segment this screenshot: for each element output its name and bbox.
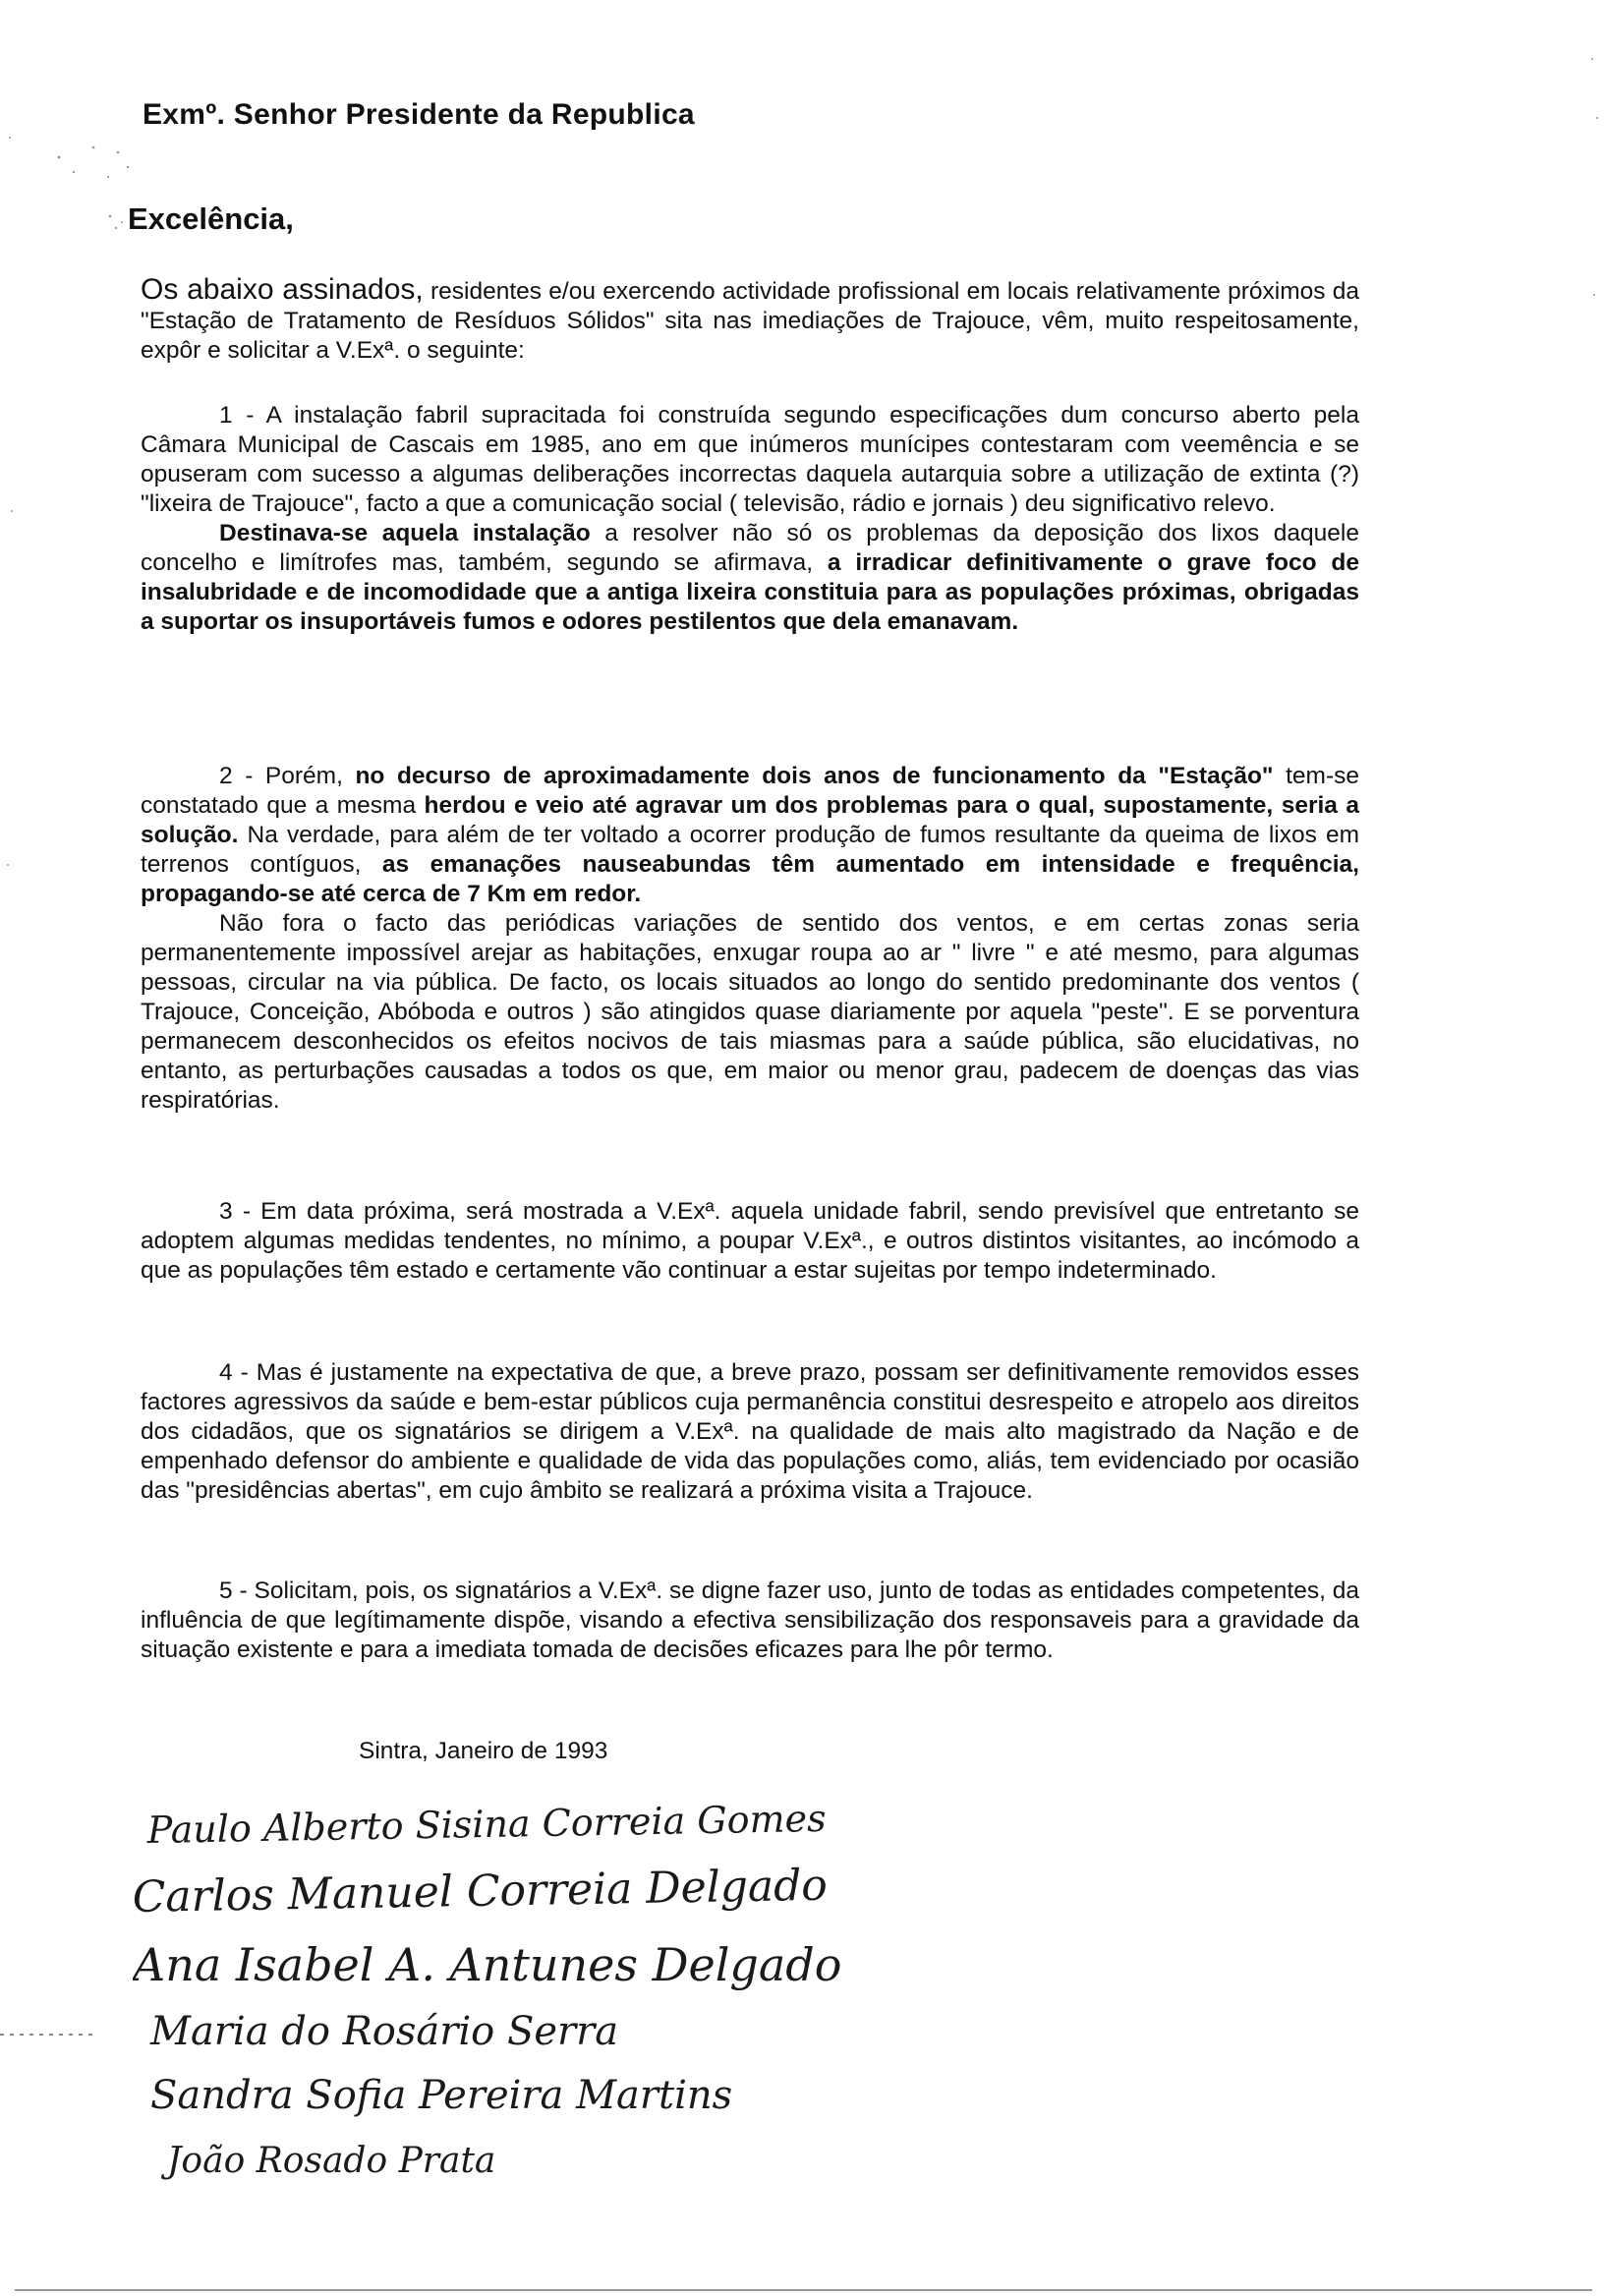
signature-block bbox=[133, 1789, 880, 2202]
paragraph-5-text: 5 - Solicitam, pois, os signatários a V.Exª. se digne fazer uso, junto de todas as entidades competentes, da influência de que legítimamente dispõe, visando a efectiva sensibilização dos responsaveis para a gravidade da situação existente e para a imediata tomada de decisões eficazes para lhe pôr termo. bbox=[141, 1578, 1359, 1663]
paragraph-4-text: 4 - Mas é justamente na expectativa de que, a breve prazo, possam ser definitivamente removidos esses factores agressivos da saúde e bem-estar públicos cuja permanência constitui desrespeito e atropelo aos direitos dos cidadãos, que os signatários se dirigem a V.Exª. na qualidade de mais alto magistrado da Nação e de empenhado defensor do ambiente e qualidade de vida das populações como, aliás, tem evidenciado por ocasião das "presidências abertas", em cujo âmbito se realizará a próxima visita a Trajouce. bbox=[141, 1359, 1359, 1504]
signature-3: Ana Isabel A. Antunes Delgado bbox=[133, 1938, 842, 1991]
p1b-bold-1: Destinava-se aquela instalação bbox=[219, 520, 591, 546]
p2a-plain-1: 2 - Porém, bbox=[219, 763, 356, 789]
paragraph-1 bbox=[141, 401, 1359, 637]
greeting: Excelência, bbox=[128, 201, 294, 236]
paragraph-2a bbox=[141, 762, 1359, 909]
p2a-bold-2: herdou e veio até agravar um dos problemas para o qual, supostamente, seria a solução. bbox=[141, 792, 1360, 848]
intro-paragraph bbox=[141, 275, 1359, 366]
paragraph-1a: 1 - A instalação fabril supracitada foi construída segundo especificações dum concurso aberto pela Câmara Municipal de Cascais em 1985, ano em que inúmeros munícipes contestaram com veemência e se opuseram com sucesso a algumas deliberações incorrectas daquela autarquia sobre a utilização de extinta (?) "lixeira de Trajouce", facto a que a comunicação social ( televisão, rádio e jornais ) deu significativo relevo. bbox=[141, 402, 1359, 517]
paragraph-5 bbox=[141, 1577, 1359, 1665]
salutation: Exmº. Senhor Presidente da Republica bbox=[143, 98, 695, 131]
paragraph-1b bbox=[141, 519, 1359, 637]
p1b-plain: a resolver não só os problemas da deposição dos lixos daquele concelho e limítrofes mas, também, segundo se afirmava, bbox=[141, 520, 1359, 576]
signature-6: João Rosado Prata bbox=[167, 2141, 496, 2181]
paragraph-2b: Não fora o facto das periódicas variações de sentido dos ventos, e em certas zonas seria permanentemente impossível arejar as habitações, enxugar roupa ao ar " livre " e até mesmo, para algumas pessoas, circular na via pública. De facto, os locais situados ao longo do sentido predominante dos ventos ( Trajouce, Conceição, Abóboda e outros ) são atingidos quase diariamente por aquela "peste". E se porventura permanecem desconhecidos os efeitos nocivos de tais miasmas para a saúde pública, são elucidativas, no entanto, as perturbações causadas a todos os que, em maior ou menor grau, padecem de doenças das vias respiratórias. bbox=[141, 910, 1359, 1114]
p2a-bold-1: no decurso de aproximadamente dois anos de funcionamento da "Estação" bbox=[355, 763, 1274, 789]
paragraph-2 bbox=[141, 762, 1359, 1116]
p2a-bold-3: as emanações nauseabundas têm aumentado em intensidade e frequência, propagando-se até cerca de 7 Km em redor. bbox=[141, 851, 1359, 907]
signature-4: Maria do Rosário Serra bbox=[150, 2009, 619, 2054]
paragraph-3 bbox=[141, 1197, 1359, 1286]
paragraph-4 bbox=[141, 1358, 1359, 1506]
handwritten-signatures bbox=[133, 1789, 880, 2202]
intro-lead: Os abaixo assinados, bbox=[141, 273, 424, 306]
intro-text: residentes e/ou exercendo actividade profissional em locais relativamente próximos da "Estação de Tratamento de Resíduos Sólidos" sita nas imediações de Trajouce, vêm, muito respeitosamente, expôr e solicitar a V.Exª. o seguinte: bbox=[141, 278, 1359, 364]
p2a-plain-2: tem-se constatado que a mesma bbox=[141, 763, 1359, 819]
place-date: Sintra, Janeiro de 1993 bbox=[359, 1738, 608, 1764]
signature-1: Paulo Alberto Sisina Correia Gomes bbox=[146, 1796, 827, 1852]
signature-2: Carlos Manuel Correia Delgado bbox=[133, 1860, 829, 1923]
paragraph-3-text: 3 - Em data próxima, será mostrada a V.Exª. aquela unidade fabril, sendo previsível que entretanto se adoptem algumas medidas tendentes, no mínimo, a poupar V.Exª., e outros distintos visitantes, ao incómodo a que as populações têm estado e certamente vão continuar a estar sujeitas por tempo indeterminado. bbox=[141, 1198, 1359, 1284]
signature-5: Sandra Sofia Pereira Martins bbox=[150, 2073, 733, 2118]
p1b-bold-2: a irradicar definitivamente o grave foco de insalubridade e de incomodidade que a antiga lixeira constituia para as populações próximas, obrigadas a suportar os insuportáveis fumos e odores pestilentos que dela emanavam. bbox=[141, 549, 1359, 635]
p2a-plain-3: Na verdade, para além de ter voltado a ocorrer produção de fumos resultante da queima de lixos em terrenos contíguos, bbox=[141, 822, 1359, 878]
